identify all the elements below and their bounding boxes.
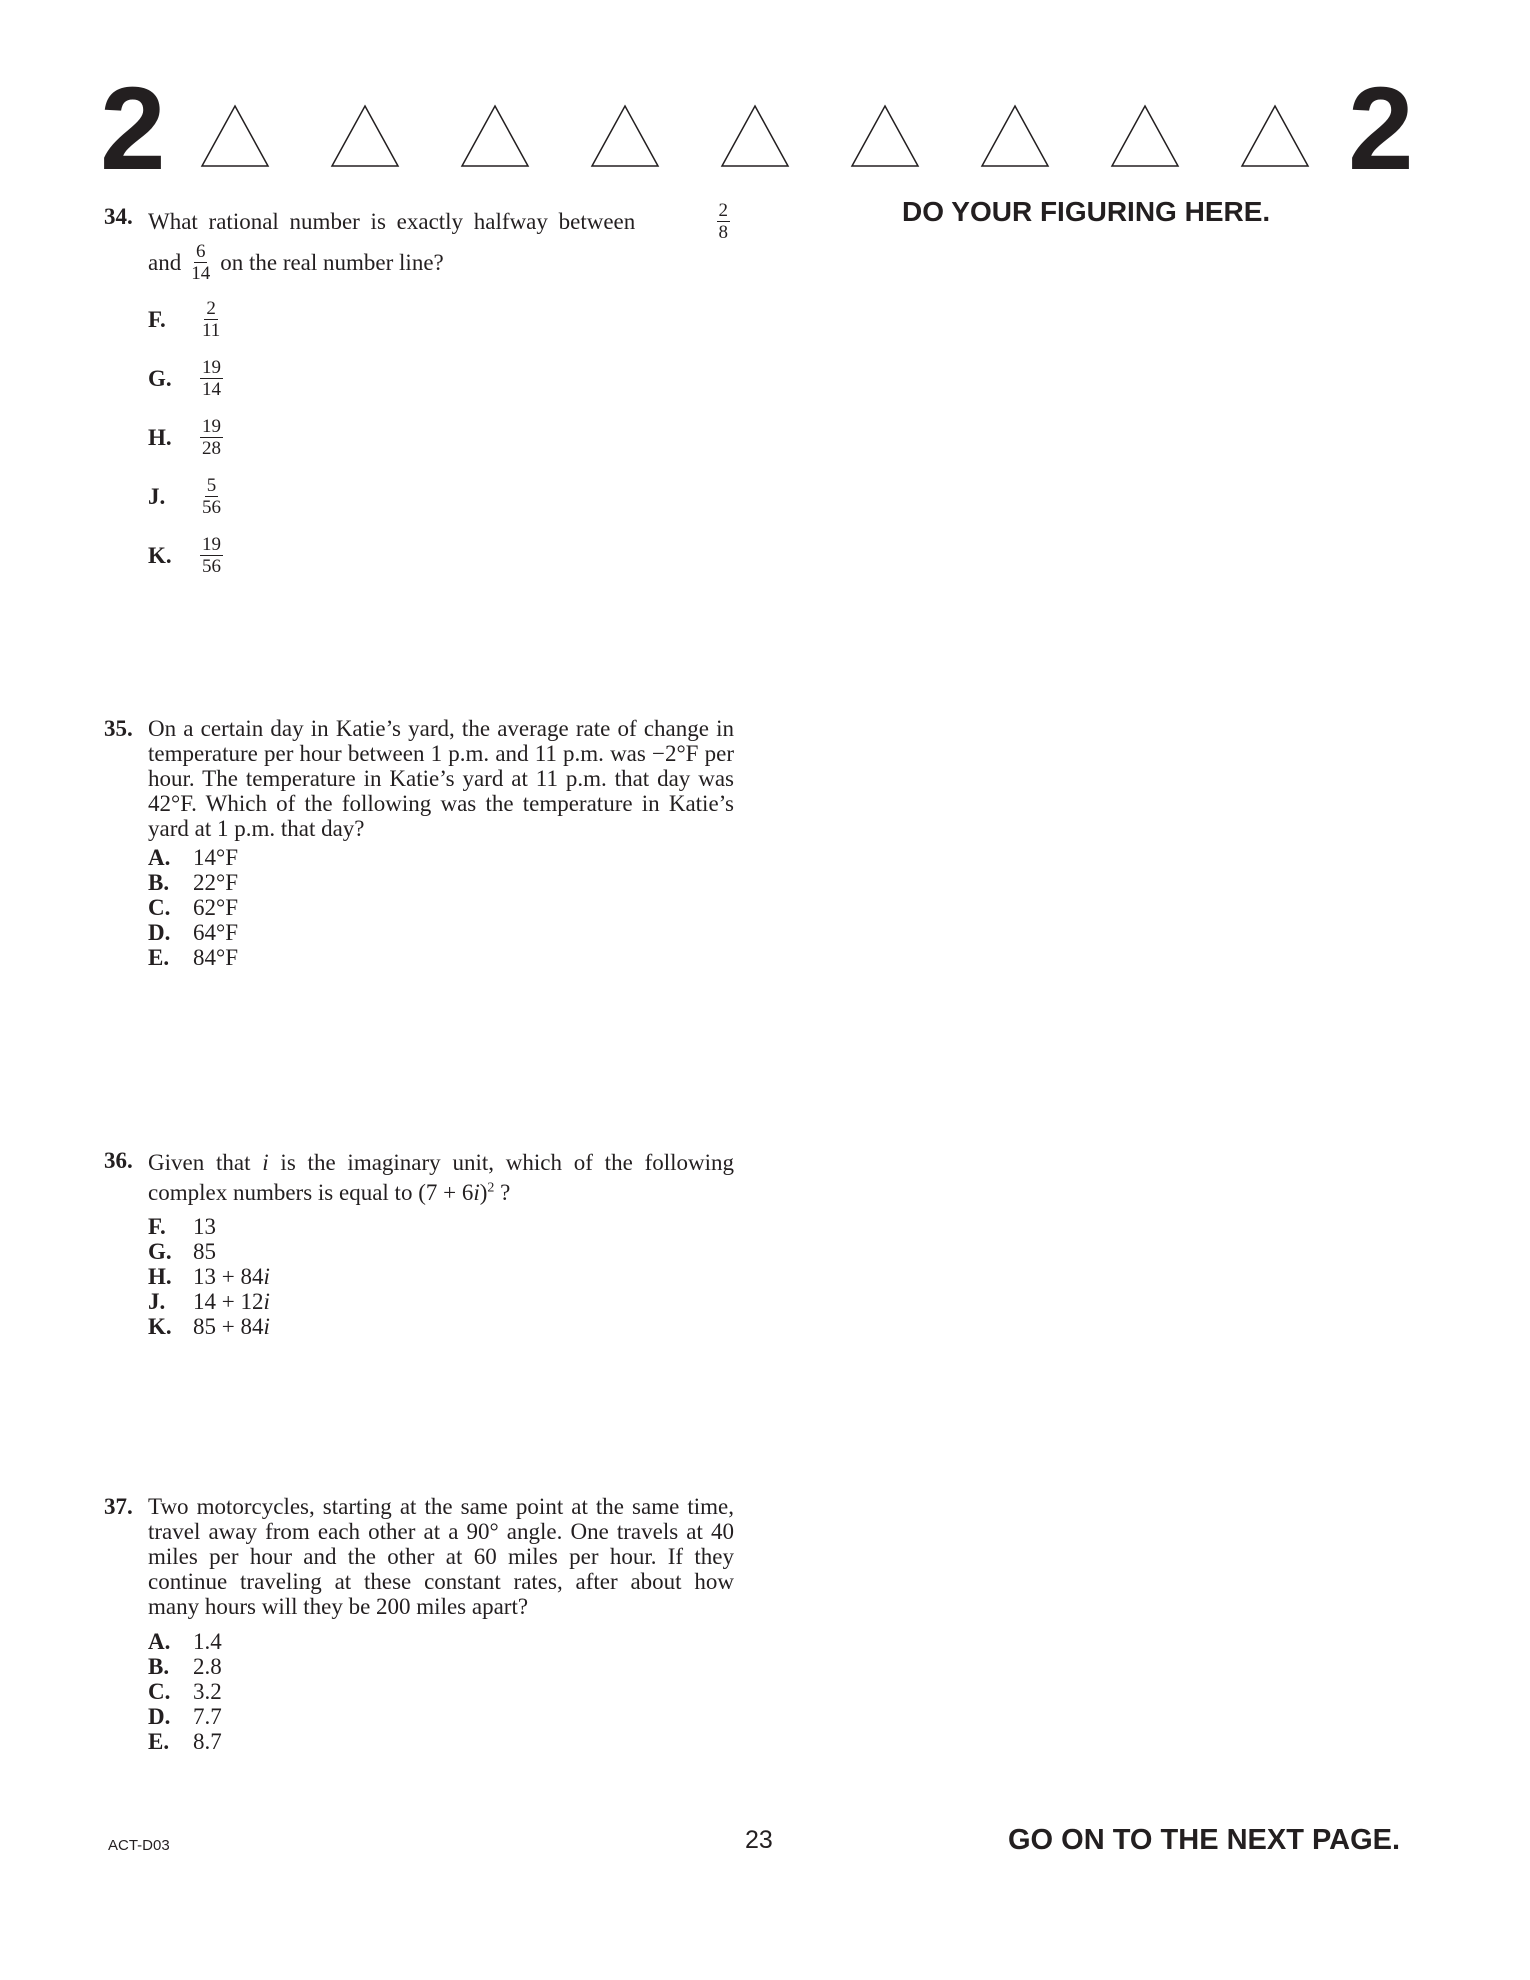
question-number: 34. — [104, 204, 133, 229]
fraction — [189, 241, 212, 284]
answer-choice[interactable] — [148, 1314, 734, 1339]
choice-value: 3.2 — [193, 1679, 222, 1704]
choice-value: 84°F — [193, 945, 238, 970]
question-text: On a certain day in Katie’s yard, the average rate of change in temperature per hour between 1 p.m. and 11 p.m. was −2°F per hour. The temperature in Katie’s yard at 11 p.m. that day was 42°F. Which of the following was the temperature in Katie’s yard at 1 p.m. that day? — [148, 716, 734, 841]
imaginary-unit: i — [263, 1289, 270, 1314]
question-text-part: is the imaginary unit, which of the following complex numbers is equal to (7 + 6 — [148, 1150, 735, 1205]
triangle-icon — [980, 104, 1050, 168]
triangle-icon — [850, 104, 920, 168]
denominator: 56 — [202, 497, 221, 518]
triangle-icon — [590, 104, 660, 168]
imaginary-unit: i — [263, 1314, 270, 1339]
denominator: 11 — [202, 320, 221, 341]
choice-value: 85 + 84 — [193, 1314, 264, 1339]
answer-choice[interactable] — [148, 845, 734, 870]
fraction — [200, 416, 223, 459]
answer-choice[interactable] — [148, 920, 734, 945]
question-number: 36. — [104, 1148, 133, 1173]
answer-choice[interactable] — [148, 1679, 734, 1704]
triangle-icon — [330, 104, 400, 168]
question-text-line: on the real number line? — [220, 249, 444, 275]
choice-letter: B. — [148, 1654, 170, 1679]
choice-letter: A. — [148, 845, 171, 870]
answer-choice[interactable] — [148, 895, 734, 920]
choice-value: 13 + 84 — [193, 1264, 264, 1289]
answer-choice[interactable] — [148, 1629, 734, 1654]
answer-choice[interactable] — [148, 1214, 734, 1239]
imaginary-unit: i — [262, 1150, 269, 1175]
answer-choice[interactable] — [148, 349, 734, 408]
denominator: 28 — [202, 438, 221, 459]
form-code: ACT-D03 — [108, 1837, 170, 1854]
choice-letter: J. — [148, 1289, 166, 1314]
next-page-note: GO ON TO THE NEXT PAGE. — [1008, 1824, 1401, 1856]
question-text-word: and — [148, 249, 182, 275]
numerator: 2 — [206, 298, 216, 319]
choice-letter: C. — [148, 895, 171, 920]
answer-choice[interactable] — [148, 1654, 734, 1679]
fraction — [200, 357, 223, 400]
answer-choice[interactable] — [148, 1289, 734, 1314]
choice-letter: G. — [148, 1239, 172, 1264]
choice-letter: H. — [148, 425, 172, 450]
choice-letter: H. — [148, 1264, 172, 1289]
answer-choice[interactable] — [148, 870, 734, 895]
choice-letter: J. — [148, 484, 166, 509]
question-36 — [104, 1148, 734, 1339]
denominator: 56 — [202, 556, 221, 577]
choice-value: 1.4 — [193, 1629, 222, 1654]
answer-choice[interactable] — [148, 408, 734, 467]
triangle-icon — [720, 104, 790, 168]
fraction — [200, 534, 223, 577]
choice-value: 14°F — [193, 845, 238, 870]
choice-value: 85 — [193, 1239, 216, 1264]
choice-letter: F. — [148, 307, 166, 332]
choice-letter: F. — [148, 1214, 166, 1239]
numerator: 19 — [202, 416, 221, 437]
fraction — [200, 475, 223, 518]
question-35 — [104, 716, 734, 970]
choice-value: 8.7 — [193, 1729, 222, 1754]
choice-letter: D. — [148, 920, 171, 945]
choice-value: 13 — [193, 1214, 216, 1239]
answer-choices — [148, 1214, 734, 1339]
choice-value: 64°F — [193, 920, 238, 945]
choice-letter: B. — [148, 870, 170, 895]
question-text — [148, 200, 734, 284]
fraction — [200, 298, 222, 341]
question-text-line: What rational number is exactly halfway between — [148, 208, 636, 234]
answer-choices — [148, 290, 734, 585]
answer-choice[interactable] — [148, 945, 734, 970]
fraction — [717, 200, 731, 243]
answer-choice[interactable] — [148, 467, 734, 526]
answer-choices — [148, 1629, 734, 1754]
question-text: Two motorcycles, starting at the same point at the same time, travel away from each other at a 90° angle. One travels at 40 miles per hour and the other at 60 miles per hour. If they continue traveling at these constant rates, after about how many hours will they be 200 miles apart? — [148, 1494, 734, 1619]
answer-choice[interactable] — [148, 290, 734, 349]
question-37 — [104, 1494, 734, 1754]
numerator: 19 — [202, 357, 221, 378]
denominator: 8 — [718, 222, 728, 243]
choice-letter: G. — [148, 366, 172, 391]
choice-letter: A. — [148, 1629, 171, 1654]
choice-value: 2.8 — [193, 1654, 222, 1679]
denominator: 14 — [191, 263, 211, 284]
exponent: 2 — [487, 1180, 495, 1196]
answer-choice[interactable] — [148, 1264, 734, 1289]
question-text-part: ? — [494, 1180, 511, 1205]
figuring-note: DO YOUR FIGURING HERE. — [902, 196, 1271, 227]
section-number-right: 2 — [1348, 63, 1412, 195]
question-34 — [104, 200, 734, 585]
choice-value: 7.7 — [193, 1704, 222, 1729]
denominator: 14 — [202, 379, 221, 400]
triangle-icon — [460, 104, 530, 168]
choice-letter: D. — [148, 1704, 171, 1729]
answer-choice[interactable] — [148, 526, 734, 585]
numerator: 19 — [202, 534, 221, 555]
answer-choice[interactable] — [148, 1704, 734, 1729]
imaginary-unit: i — [473, 1180, 480, 1205]
question-text-part: ) — [479, 1180, 488, 1205]
choice-letter: K. — [148, 543, 172, 568]
choice-letter: K. — [148, 1314, 172, 1339]
answer-choices — [148, 845, 734, 970]
imaginary-unit: i — [263, 1264, 270, 1289]
numerator: 5 — [206, 475, 217, 496]
section-number-left: 2 — [100, 63, 164, 195]
question-text-part: Given that — [148, 1150, 263, 1175]
triangle-icon — [200, 104, 270, 168]
choice-letter: C. — [148, 1679, 171, 1704]
page-number: 23 — [745, 1826, 773, 1854]
choice-value: 14 + 12 — [193, 1289, 264, 1314]
choice-letter: E. — [148, 1729, 170, 1754]
answer-choice[interactable] — [148, 1729, 734, 1754]
numerator: 2 — [718, 200, 728, 221]
question-text — [148, 1148, 734, 1208]
question-number: 37. — [104, 1494, 133, 1519]
choice-letter: E. — [148, 945, 170, 970]
choice-value: 22°F — [193, 870, 238, 895]
answer-choice[interactable] — [148, 1239, 734, 1264]
triangle-icon — [1240, 104, 1310, 168]
choice-value: 62°F — [193, 895, 238, 920]
numerator: 6 — [195, 241, 206, 262]
triangle-icon — [1110, 104, 1180, 168]
question-number: 35. — [104, 716, 133, 741]
